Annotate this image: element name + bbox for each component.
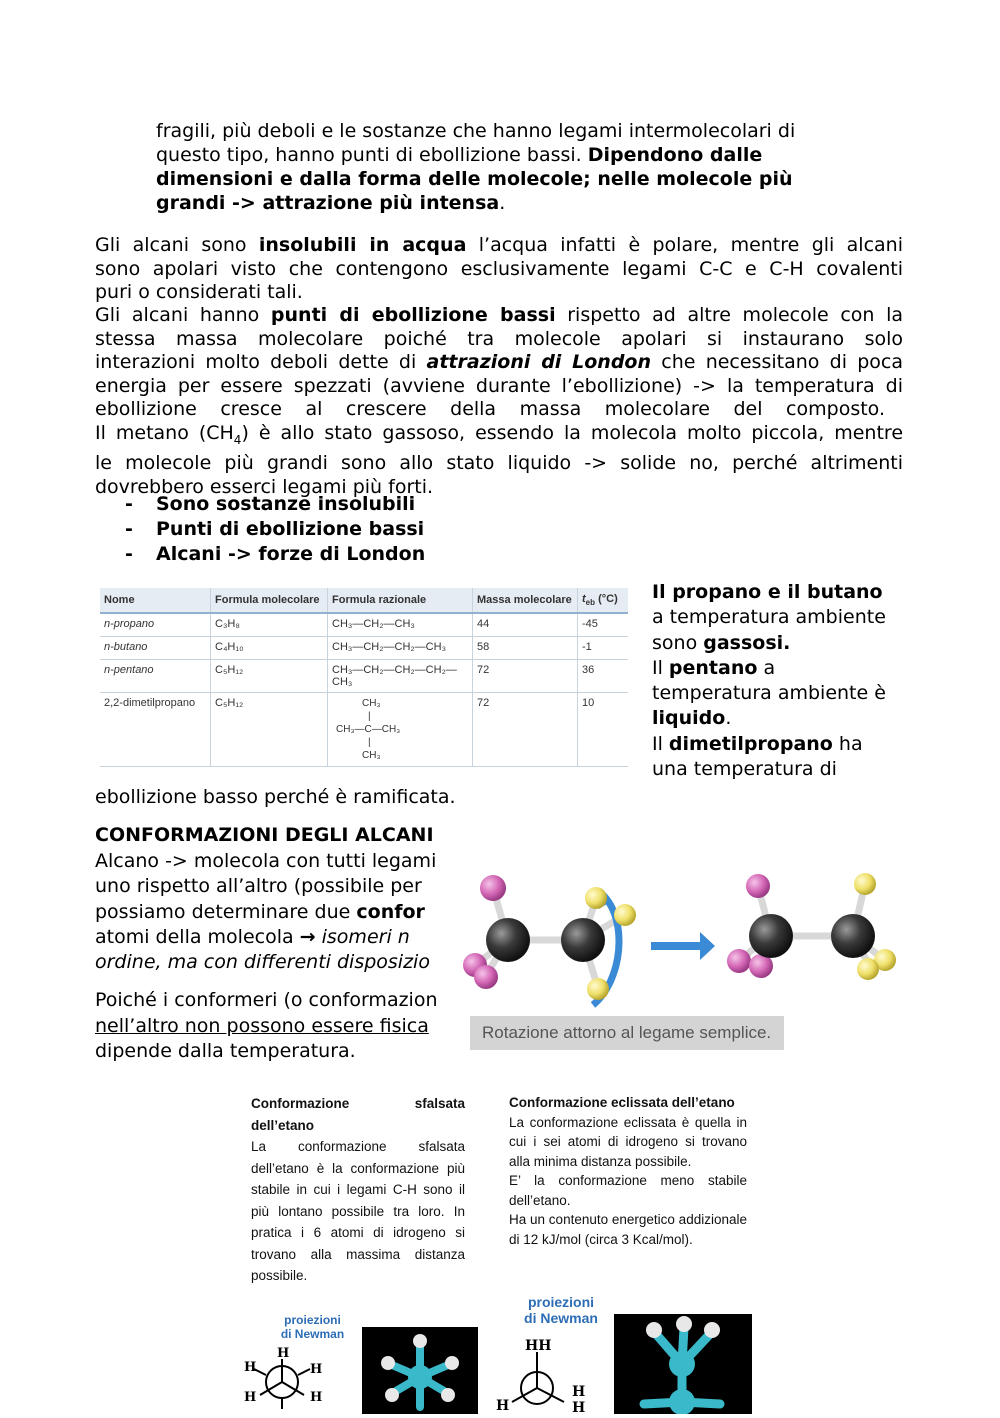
alkane-table [100, 588, 630, 768]
intro-line-2: questo tipo, hanno punti di ebollizione bassi. Dipendono dalle [156, 144, 763, 166]
side-note-continuation: ebollizione basso perché è ramificata. [95, 786, 456, 808]
paragraph-boiling: Gli alcani hanno punti di ebollizione bassi rispetto ad altre molecole con la stessa massa molecolare poiché tra molecole apolari si instaurano solo interazioni molto deboli dette di attrazioni di London che necessitano di poca energia per essere spezzati (avviene durante l’ebollizione) -> la temperatura di ebollizione cresce al crescere della massa molecolare del composto. [95, 304, 904, 420]
table-row: 2,2-dimetilpropano C₅H₁₂ CH₃ | CH₃—C—CH₃ | CH₃ 72 10 [100, 693, 628, 767]
staggered-title: Conformazione sfalsata dell’etano [251, 1096, 465, 1133]
intro-line-4: grandi -> attrazione più intensa. [156, 192, 506, 214]
conformations-text: Alcano -> molecola con tutti legami uno rispetto all’altro (possibile per possiamo determinare due confor atomi della molecola → isomeri n ordine, ma con differenti disposizio Poiché i conformeri (o conformazion nell’altro non possono essere fisica dipende dalla temperatura. [95, 850, 438, 1063]
intro-line-1: fragili, più deboli e le sostanze che hanno legami intermolecolari di [156, 120, 796, 142]
svg-text:H: H [277, 1346, 290, 1361]
arrow-icon [651, 932, 715, 960]
newman-eclipsed-diagram [492, 1330, 592, 1414]
rotation-caption: Rotazione attorno al legame semplice. [470, 1016, 784, 1050]
paragraph-solubility: Gli alcani sono insolubili in acqua l’acqua infatti è polare, mentre gli alcani sono apolari visto che contengono esclusivamente legami C-C e C-H covalenti puri o considerati tali. [95, 234, 904, 303]
svg-text:H: H [310, 1362, 323, 1377]
svg-text:H: H [244, 1360, 257, 1375]
newman-staggered-diagram [240, 1345, 325, 1414]
table-row: n-pentano C₅H₁₂ CH₃—CH₂—CH₂—CH₂—CH₃ 72 36 [100, 660, 628, 693]
staggered-description [251, 1093, 465, 1287]
table-row: n-butano C₄H₁₀ CH₃—CH₂—CH₂—CH₃ 58 -1 [100, 637, 628, 660]
list-item: - Punti di ebollizione bassi [125, 518, 425, 540]
newman-label-eclipsed: proiezioni di Newman [524, 1294, 598, 1326]
svg-text:H: H [496, 1398, 510, 1414]
eclipsed-description: Conformazione eclissata dell’etano La conformazione eclissata è quella in cui i sei atomi di idrogeno si trovano alla minima distanza possibile. E’ la conformazione meno stabile dell’etano. Ha un contenuto energetico addizionale di 12 kJ/mol (circa 3 Kcal/mol). [509, 1095, 747, 1247]
svg-text:H: H [244, 1390, 257, 1405]
list-item: - Alcani -> forze di London [125, 543, 426, 565]
summary-bullets [125, 492, 425, 567]
svg-text:H: H [572, 1384, 586, 1400]
table-header-row: Nome Formula molecolare Formula razionale Massa molecolare $t_{eb}$ (°C) [100, 588, 628, 613]
side-note: Il propano e il butano a temperatura ambiente sono gassosi. Il pentano a temperatura ambiente è liquido. Il dimetilpropano ha una temperatura di [652, 581, 886, 781]
paragraph-methane: Il metano $(CH_4)$ è allo stato gassoso, essendo la molecola molto piccola, mentre le molecole più grandi sono allo stato liquido -> solide no, perché altrimenti dovrebbero esserci legami più forti. [95, 422, 904, 498]
newman-label-staggered: proiezioni di Newman [280, 1313, 345, 1341]
svg-text:HH: HH [525, 1338, 552, 1354]
svg-text:H: H [572, 1400, 586, 1414]
svg-text:H: H [310, 1390, 323, 1405]
staggered-3d-model [362, 1327, 478, 1414]
eclipsed-title: Conformazione eclissata dell’etano [509, 1095, 735, 1110]
eclipsed-3d-model [614, 1314, 752, 1414]
table-row: n-propano C₃H₈ CH₃—CH₂—CH₃ 44 -45 [100, 613, 628, 637]
staggered-text: La conformazione sfalsata dell’etano è la conformazione più stabile in cui i legami C-H sono il più lontano possibile tra loro. In pratica i 6 atomi di idrogeno si trovano alla massima distanza possibile. [251, 1139, 465, 1283]
list-item: - Sono sostanze insolubili [125, 493, 416, 515]
intro-line-3: dimensioni e dalla forma delle molecole; nelle molecole più [156, 168, 793, 190]
intro-block [156, 119, 846, 215]
section-title: CONFORMAZIONI DEGLI ALCANI [95, 824, 434, 846]
